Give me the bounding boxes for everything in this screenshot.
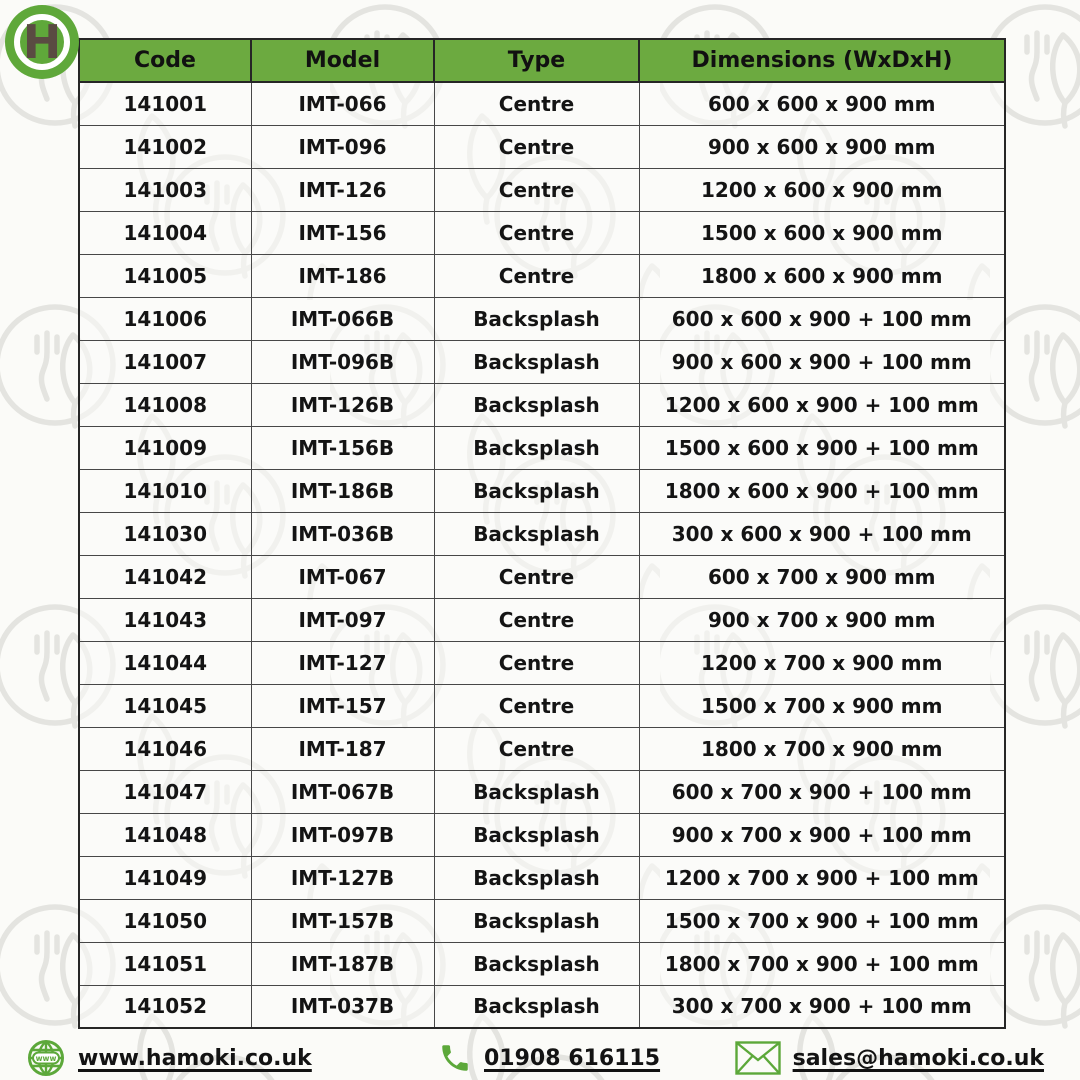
cell-dimensions: 1200 x 700 x 900 + 100 mm [639, 856, 1005, 899]
cell-dimensions: 1800 x 700 x 900 mm [639, 727, 1005, 770]
cell-model: IMT-187 [251, 727, 434, 770]
cell-code: 141050 [79, 899, 251, 942]
cell-dimensions: 1500 x 700 x 900 + 100 mm [639, 899, 1005, 942]
cell-model: IMT-127 [251, 641, 434, 684]
cell-code: 141007 [79, 340, 251, 383]
cell-dimensions: 600 x 600 x 900 mm [639, 82, 1005, 125]
cell-model: IMT-096 [251, 125, 434, 168]
table-row [79, 426, 1005, 469]
footer-website [26, 1036, 312, 1080]
cell-model: IMT-096B [251, 340, 434, 383]
cell-code: 141048 [79, 813, 251, 856]
table-row [79, 641, 1005, 684]
table-row [79, 856, 1005, 899]
cell-type: Backsplash [434, 512, 639, 555]
cell-model: IMT-066B [251, 297, 434, 340]
cell-model: IMT-157 [251, 684, 434, 727]
cell-type: Backsplash [434, 383, 639, 426]
cell-model: IMT-097B [251, 813, 434, 856]
cell-type: Backsplash [434, 813, 639, 856]
cell-type: Centre [434, 254, 639, 297]
cell-dimensions: 1200 x 600 x 900 mm [639, 168, 1005, 211]
logo-letter: H [22, 15, 62, 69]
table-row [79, 254, 1005, 297]
cell-dimensions: 1800 x 700 x 900 + 100 mm [639, 942, 1005, 985]
cell-type: Backsplash [434, 340, 639, 383]
table-header-row [79, 39, 1005, 82]
table-row [79, 82, 1005, 125]
table-row [79, 985, 1005, 1028]
cell-model: IMT-126 [251, 168, 434, 211]
cell-code: 141051 [79, 942, 251, 985]
table-row [79, 340, 1005, 383]
cell-model: IMT-097 [251, 598, 434, 641]
table-row [79, 684, 1005, 727]
cell-code: 141006 [79, 297, 251, 340]
cell-type: Centre [434, 684, 639, 727]
cell-code: 141005 [79, 254, 251, 297]
table-row [79, 813, 1005, 856]
cell-type: Backsplash [434, 899, 639, 942]
table-row [79, 211, 1005, 254]
cell-type: Backsplash [434, 426, 639, 469]
cell-dimensions: 300 x 600 x 900 + 100 mm [639, 512, 1005, 555]
cell-code: 141045 [79, 684, 251, 727]
cell-dimensions: 1500 x 600 x 900 mm [639, 211, 1005, 254]
cell-code: 141002 [79, 125, 251, 168]
cell-model: IMT-157B [251, 899, 434, 942]
cell-type: Centre [434, 211, 639, 254]
cell-dimensions: 1500 x 600 x 900 + 100 mm [639, 426, 1005, 469]
cell-model: IMT-067B [251, 770, 434, 813]
table-header [79, 39, 1005, 82]
cell-model: IMT-156B [251, 426, 434, 469]
cell-code: 141049 [79, 856, 251, 899]
envelope-icon [735, 1041, 781, 1075]
hamoki-logo [3, 3, 81, 81]
product-spec-table [78, 38, 1006, 1029]
cell-model: IMT-126B [251, 383, 434, 426]
header-model: Model [251, 39, 434, 82]
cell-model: IMT-187B [251, 942, 434, 985]
website-link[interactable]: www.hamoki.co.uk [78, 1045, 312, 1071]
cell-type: Centre [434, 125, 639, 168]
cell-model: IMT-066 [251, 82, 434, 125]
cell-code: 141030 [79, 512, 251, 555]
cell-type: Backsplash [434, 856, 639, 899]
cell-code: 141003 [79, 168, 251, 211]
table-row [79, 598, 1005, 641]
cell-type: Backsplash [434, 297, 639, 340]
cell-code: 141010 [79, 469, 251, 512]
cell-dimensions: 1200 x 600 x 900 + 100 mm [639, 383, 1005, 426]
cell-type: Backsplash [434, 985, 639, 1028]
table-row [79, 555, 1005, 598]
cell-model: IMT-037B [251, 985, 434, 1028]
cell-type: Centre [434, 168, 639, 211]
header-dimensions: Dimensions (WxDxH) [639, 39, 1005, 82]
email-link[interactable]: sales@hamoki.co.uk [792, 1045, 1044, 1071]
cell-model: IMT-127B [251, 856, 434, 899]
table-row [79, 899, 1005, 942]
cell-dimensions: 1800 x 600 x 900 + 100 mm [639, 469, 1005, 512]
phone-icon [438, 1041, 472, 1075]
cell-type: Backsplash [434, 469, 639, 512]
table-row [79, 383, 1005, 426]
cell-code: 141043 [79, 598, 251, 641]
table-row [79, 512, 1005, 555]
cell-model: IMT-186 [251, 254, 434, 297]
cell-dimensions: 1200 x 700 x 900 mm [639, 641, 1005, 684]
cell-code: 141047 [79, 770, 251, 813]
cell-dimensions: 300 x 700 x 900 + 100 mm [639, 985, 1005, 1028]
cell-type: Backsplash [434, 942, 639, 985]
phone-link[interactable]: 01908 616115 [484, 1045, 661, 1071]
cell-dimensions: 900 x 600 x 900 + 100 mm [639, 340, 1005, 383]
table-row [79, 727, 1005, 770]
table-row [79, 125, 1005, 168]
cell-dimensions: 1800 x 600 x 900 mm [639, 254, 1005, 297]
cell-dimensions: 900 x 600 x 900 mm [639, 125, 1005, 168]
cell-model: IMT-156 [251, 211, 434, 254]
cell-type: Centre [434, 727, 639, 770]
table-row [79, 168, 1005, 211]
table-body [79, 82, 1005, 1028]
cell-code: 141009 [79, 426, 251, 469]
cell-code: 141044 [79, 641, 251, 684]
cell-dimensions: 900 x 700 x 900 + 100 mm [639, 813, 1005, 856]
cell-code: 141008 [79, 383, 251, 426]
header-type: Type [434, 39, 639, 82]
cell-type: Centre [434, 641, 639, 684]
cell-model: IMT-036B [251, 512, 434, 555]
cell-dimensions: 600 x 700 x 900 mm [639, 555, 1005, 598]
cell-type: Centre [434, 598, 639, 641]
cell-model: IMT-067 [251, 555, 434, 598]
globe-icon-label: www [35, 1054, 57, 1063]
cell-code: 141046 [79, 727, 251, 770]
cell-type: Centre [434, 82, 639, 125]
globe-icon [26, 1038, 66, 1078]
cell-code: 141004 [79, 211, 251, 254]
table-row [79, 770, 1005, 813]
footer-email [735, 1036, 1044, 1080]
cell-code: 141052 [79, 985, 251, 1028]
table-row [79, 297, 1005, 340]
cell-code: 141042 [79, 555, 251, 598]
cell-code: 141001 [79, 82, 251, 125]
header-code: Code [79, 39, 251, 82]
table-row [79, 469, 1005, 512]
cell-dimensions: 900 x 700 x 900 mm [639, 598, 1005, 641]
cell-dimensions: 600 x 600 x 900 + 100 mm [639, 297, 1005, 340]
cell-type: Centre [434, 555, 639, 598]
cell-dimensions: 1500 x 700 x 900 mm [639, 684, 1005, 727]
cell-type: Backsplash [434, 770, 639, 813]
footer-phone [438, 1036, 660, 1080]
table-row [79, 942, 1005, 985]
cell-model: IMT-186B [251, 469, 434, 512]
cell-dimensions: 600 x 700 x 900 + 100 mm [639, 770, 1005, 813]
